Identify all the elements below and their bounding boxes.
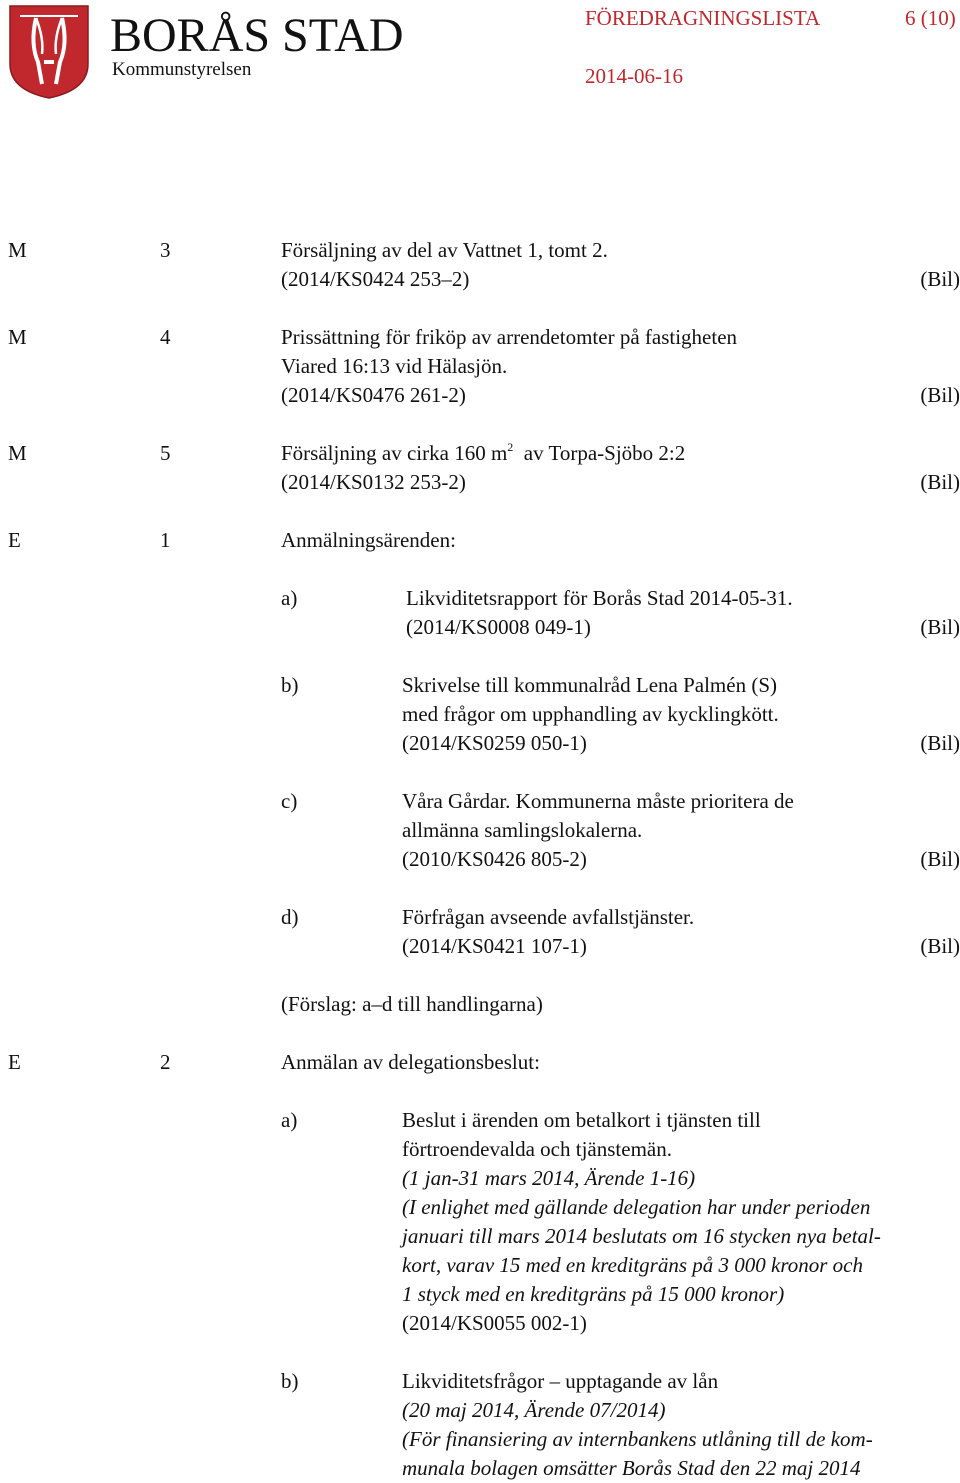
item-number: 2: [160, 1050, 171, 1074]
subitem-reference: (2014/KS0421 107-1): [402, 934, 587, 958]
item-reference: (2014/KS0424 253–2): [281, 267, 470, 291]
subitem-note: 1 styck med en kreditgräns på 15 000 kronor): [402, 1282, 785, 1306]
item-title: Försäljning av del av Vattnet 1, tomt 2.: [281, 238, 608, 262]
subitem-label: d): [281, 905, 299, 929]
subitem-period: (20 maj 2014, Ärende 07/2014): [402, 1398, 666, 1422]
subitem-text: Våra Gårdar. Kommunerna måste prioritera de: [402, 789, 794, 813]
subitem-note: (I enlighet med gällande delegation har under perioden: [402, 1195, 871, 1219]
item-title: Viared 16:13 vid Hälasjön.: [281, 354, 508, 378]
item-number: 3: [160, 238, 171, 262]
attachment-marker: (Bil): [920, 615, 960, 639]
subitem-label: b): [281, 673, 299, 697]
attachment-marker: (Bil): [920, 267, 960, 291]
subitem-text: med frågor om upphandling av kycklingkött.: [402, 702, 779, 726]
item-reference: (2014/KS0132 253-2): [281, 470, 466, 494]
item-number: 4: [160, 325, 171, 349]
subitem-note: (För finansiering av internbankens utlåning till de kom-: [402, 1427, 873, 1451]
subitem-text: Skrivelse till kommunalråd Lena Palmén (S): [402, 673, 778, 697]
subitem-text: förtroendevalda och tjänstemän.: [402, 1137, 672, 1161]
org-name: BORÅS STAD: [110, 9, 404, 62]
subitem-reference: (2014/KS0259 050-1): [402, 731, 587, 755]
document-type: FÖREDRAGNINGSLISTA: [585, 6, 821, 30]
item-title: Anmälan av delegationsbeslut:: [281, 1050, 540, 1074]
item-code: M: [8, 238, 27, 262]
subitem-note: januari till mars 2014 beslutats om 16 stycken nya betal-: [402, 1224, 881, 1248]
item-title: Anmälningsärenden:: [281, 528, 456, 552]
subitem-period: (1 jan-31 mars 2014, Ärende 1-16): [402, 1166, 696, 1190]
subitem-label: a): [281, 586, 298, 610]
document-date: 2014-06-16: [585, 64, 683, 88]
subitem-text: Likviditetsfrågor – upptagande av lån: [402, 1369, 719, 1393]
subitem-label: b): [281, 1369, 299, 1393]
attachment-marker: (Bil): [920, 470, 960, 494]
subitem-note: kort, varav 15 med en kreditgräns på 3 000 kronor och: [402, 1253, 863, 1277]
item-code: M: [8, 441, 27, 465]
subitem-text: allmänna samlingslokalerna.: [402, 818, 643, 842]
subitem-reference: (2014/KS0055 002-1): [402, 1311, 587, 1335]
item-code: E: [8, 528, 21, 552]
subitem-reference: (2014/KS0008 049-1): [406, 615, 591, 639]
page-number: 6 (10): [905, 6, 956, 30]
item-code: M: [8, 325, 27, 349]
subitem-label: c): [281, 789, 298, 813]
city-coat-of-arms-logo: [8, 4, 90, 100]
subitem-text: Beslut i ärenden om betalkort i tjänsten till: [402, 1108, 761, 1132]
subitem-label: a): [281, 1108, 298, 1132]
subitem-reference: (2010/KS0426 805-2): [402, 847, 587, 871]
attachment-marker: (Bil): [920, 731, 960, 755]
attachment-marker: (Bil): [920, 383, 960, 407]
subitem-text: Förfrågan avseende avfallstjänster.: [402, 905, 695, 929]
item-title: Prissättning för friköp av arrendetomter på fastigheten: [281, 325, 738, 349]
item-reference: (2014/KS0476 261-2): [281, 383, 466, 407]
item-number: 1: [160, 528, 171, 552]
department-name: Kommunstyrelsen: [112, 59, 252, 80]
subitem-note: munala bolagen omsätter Borås Stad den 22 maj 2014: [402, 1456, 861, 1480]
item-title: Försäljning av cirka 160 $m^2$ av Torpa-Sjöbo 2:2: [281, 440, 686, 465]
subitem-text: Likviditetsrapport för Borås Stad 2014-05-31.: [406, 586, 793, 610]
proposal-text: (Förslag: a–d till handlingarna): [281, 992, 543, 1016]
attachment-marker: (Bil): [920, 847, 960, 871]
item-number: 5: [160, 441, 171, 465]
item-code: E: [8, 1050, 21, 1074]
attachment-marker: (Bil): [920, 934, 960, 958]
